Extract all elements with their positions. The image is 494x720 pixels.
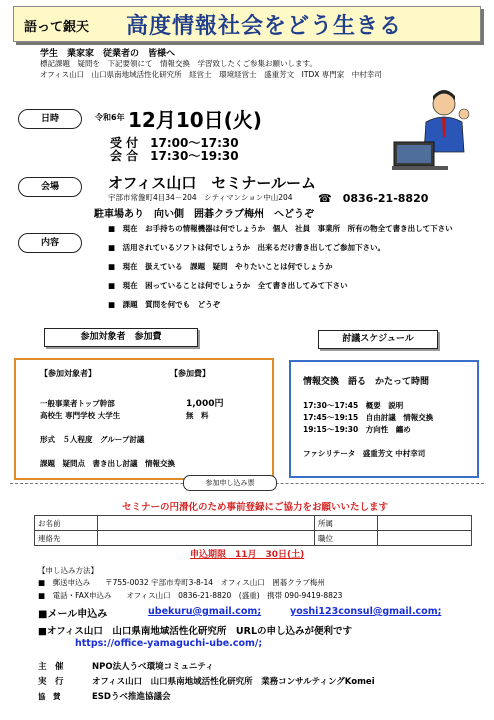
venue-address: 宇部市常盤町4目34－204 シティマンション中山204 xyxy=(108,193,293,202)
meeting-time: 会 合 17:30～19:30 xyxy=(110,149,239,163)
content-item: ■ 現在 扱えている 課題 疑問 やりたいことは何でしょうか xyxy=(108,262,333,271)
schedule-row: 17:30～17:45 概要 説明 xyxy=(303,401,404,410)
content-list xyxy=(108,223,468,318)
banner-title: 高度情報社会をどう生きる xyxy=(126,14,403,39)
host: NPO法人うべ環境コミュニティ xyxy=(92,662,214,672)
title-banner xyxy=(13,6,481,42)
discussion-tab: 討議スケジュール xyxy=(318,330,438,349)
support-label: 協 賛 xyxy=(38,692,61,701)
registration-notice: セミナーの円滑化のため事前登録にご協力をお願いいたします xyxy=(122,502,389,513)
application-tag: 参加申し込み票 xyxy=(183,475,277,491)
content-label: 内容 xyxy=(18,233,82,253)
facilitators: ファシリテータ 盛重芳文 中村幸司 xyxy=(303,449,426,458)
supporter: ESDうべ推進協議会 xyxy=(92,692,171,702)
email-method-label: ■メール申込み xyxy=(38,609,108,620)
venue-phone: ☎ 0836-21-8820 xyxy=(318,192,429,205)
reception-time: 受 付 17:00～17:30 xyxy=(110,136,239,150)
host-label: 主 催 xyxy=(38,662,64,672)
session-topics: 課題 疑問点 書き出し討議 情報交換 xyxy=(40,459,175,468)
discussion-title: 情報交換 語る かたって時間 xyxy=(303,377,430,387)
deadline: 申込期限 11月 30日(土) xyxy=(190,550,305,560)
fee-executives: 1,000円 xyxy=(186,399,224,409)
registration-form xyxy=(34,515,472,546)
content-item: ■ 課題 質問を何でも どうぞ xyxy=(108,300,221,309)
content-item: ■ 活用されているソフトは何でしょうか 出来るだけ書き出してご参加下さい。 xyxy=(108,243,385,252)
intro-organizers: オフィス山口 山口県南地域活性化研究所 経営士 環境経営士 盛重芳文 ITDX 専門家 中村幸司 xyxy=(40,70,382,79)
venue-name: オフィス山口 セミナールーム xyxy=(108,174,317,192)
exec-label: 実 行 xyxy=(38,677,64,687)
era: 令和6年 xyxy=(95,113,125,122)
fee-students: 無 料 xyxy=(186,411,209,420)
position-label: 職位 xyxy=(315,531,378,546)
date-label: 日時 xyxy=(18,109,82,129)
executor: オフィス山口 山口県南地域活性化研究所 業務コンサルティングKomei xyxy=(92,677,375,687)
presenter-illustration xyxy=(392,82,472,172)
fax-method: ■ 電話・FAX申込み オフィス山口 0836-21-8820 (盛重) 携帯 090-9419-8823 xyxy=(38,591,343,600)
target-executives: 一般事業者トップ幹部 xyxy=(40,399,115,408)
website-link[interactable]: https://office-yamaguchi-ube.com/; xyxy=(75,638,263,649)
position-field[interactable] xyxy=(378,531,472,546)
intro-request: 標記課題 疑問を 下記要領にて 情報交換 学習致したくご参集お願いします。 xyxy=(40,59,317,68)
schedule-row: 17:45～19:15 自由討議 情報交換 xyxy=(303,413,434,422)
content-item: ■ 現在 お手持ちの情報機器は何でしょうか 個人 社員 事業所 所有の物全て書き出して下さい xyxy=(108,224,453,233)
participants-box xyxy=(14,358,274,480)
session-format: 形式 ５人程度 グループ討議 xyxy=(40,435,145,444)
contact-label: 連絡先 xyxy=(35,531,98,546)
org-field[interactable] xyxy=(378,516,472,531)
intro-greeting: 学生 業家家 従業者の 皆様へ xyxy=(40,49,176,59)
participants-tab: 参加対象者 参加費 xyxy=(44,328,198,347)
web-method-label: ■オフィス山口 山口県南地域活性化研究所 URLの申し込みが便利です xyxy=(38,626,353,637)
name-label: お名前 xyxy=(35,516,98,531)
mail-method: ■ 郵送申込み 〒755-0032 宇部市寿町3-8-14 オフィス山口 囲碁クラブ梅州 xyxy=(38,578,325,587)
banner-lead: 語って銀天 xyxy=(24,20,90,35)
email-link-2[interactable]: yoshi123consul@gmail.com; xyxy=(290,606,442,617)
target-header: 【参加対象者】 xyxy=(40,369,96,378)
content-item: ■ 現在 困っていることは何でしょうか 全て書き出してみて下さい xyxy=(108,281,348,290)
name-field[interactable] xyxy=(98,516,315,531)
org-label: 所属 xyxy=(315,516,378,531)
methods-header: 【申し込み方法】 xyxy=(38,566,98,575)
email-link-1[interactable]: ubekuru@gmail.com; xyxy=(148,606,262,617)
venue-label: 会場 xyxy=(18,177,82,197)
fee-header: 【参加費】 xyxy=(170,369,210,378)
contact-field[interactable] xyxy=(98,531,315,546)
target-students: 高校生 専門学校 大学生 xyxy=(40,411,121,420)
discussion-box xyxy=(289,360,479,478)
schedule-row: 19:15～19:30 方向性 纏め xyxy=(303,425,411,434)
event-date: 12月10日(火) xyxy=(128,108,262,132)
venue-parking: 駐車場あり 向い側 囲碁クラブ梅州 へどうぞ xyxy=(94,209,314,220)
